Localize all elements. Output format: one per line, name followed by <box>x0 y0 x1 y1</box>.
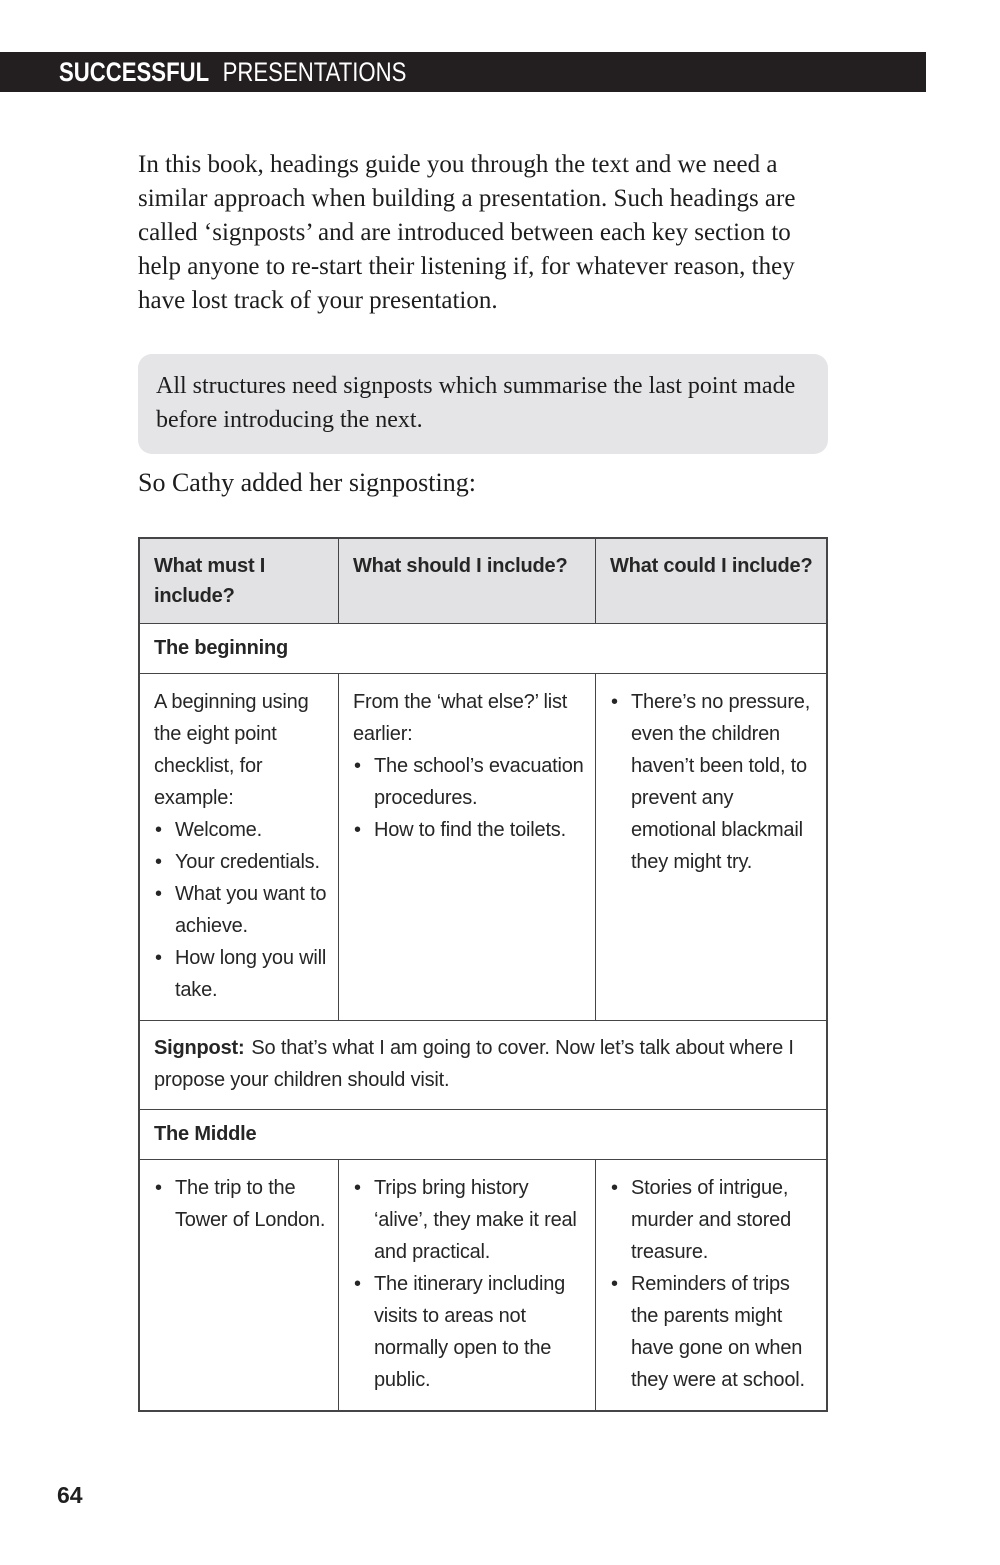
book-title-bold: SUCCESSFUL <box>59 57 210 87</box>
table-cell <box>596 674 826 1021</box>
bullet-icon: • <box>611 1177 618 1199</box>
cell-item-text: There’s no pressure, even the children haven’t been told, to prevent any emotional blackmail they might try. <box>631 691 811 873</box>
cell-item <box>353 1268 585 1396</box>
bullet-icon: • <box>611 691 618 713</box>
cell-item-text: What you want to achieve. <box>175 883 327 937</box>
book-title <box>0 52 406 92</box>
cell-item-text: Reminders of trips the parents might have gone on when they were at school. <box>631 1273 805 1391</box>
bullet-icon: • <box>354 819 361 841</box>
cell-item-text: Your credentials. <box>175 851 320 873</box>
cell-item <box>353 814 585 846</box>
callout-text: All structures need signposts which summarise the last point made before introducing the next. <box>156 373 796 433</box>
cell-item <box>154 686 328 814</box>
table-header-should-include: What should I include? <box>339 539 596 624</box>
chapter-header-bar <box>0 52 926 92</box>
table-cell <box>140 674 339 1021</box>
signposting-table <box>138 537 828 1412</box>
table-header-must-include: What must I include? <box>140 539 339 624</box>
cell-item-text: The itinerary including visits to areas not normally open to the public. <box>374 1273 566 1391</box>
bullet-icon: • <box>155 947 162 969</box>
cell-item <box>154 814 328 846</box>
bullet-icon: • <box>354 1273 361 1295</box>
table-header-could-include: What could I include? <box>596 539 826 624</box>
cell-item <box>353 750 585 814</box>
table-cell <box>140 1160 339 1410</box>
callout-box <box>138 354 828 454</box>
cell-item <box>353 686 585 750</box>
signpost-text: So that’s what I am going to cover. Now let’s talk about where I propose your children should visit. <box>154 1037 794 1091</box>
cell-item-text: Trips bring history ‘alive’, they make it real and practical. <box>374 1177 577 1263</box>
cell-item-text: How to find the toilets. <box>374 819 566 841</box>
section-label-beginning: The beginning <box>140 624 826 674</box>
cell-item-text: How long you will take. <box>175 947 327 1001</box>
bullet-icon: • <box>354 755 361 777</box>
cell-item <box>610 1172 816 1268</box>
cell-item <box>154 1172 328 1236</box>
bullet-icon: • <box>354 1177 361 1199</box>
table-cell <box>339 674 596 1021</box>
signpost-label: Signpost: <box>154 1037 245 1059</box>
cell-item <box>610 686 816 878</box>
book-title-light: PRESENTATIONS <box>222 57 407 87</box>
bullet-icon: • <box>611 1273 618 1295</box>
cell-item-text: Stories of intrigue, murder and stored treasure. <box>631 1177 792 1263</box>
table-cell <box>339 1160 596 1410</box>
signpost-row <box>140 1021 826 1110</box>
cell-item-text: Welcome. <box>175 819 262 841</box>
page-number: 64 <box>57 1482 83 1508</box>
bullet-icon: • <box>155 883 162 905</box>
cell-item <box>154 846 328 878</box>
bullet-icon: • <box>155 1177 162 1199</box>
cell-item-text: A beginning using the eight point checklist, for example: <box>154 691 309 809</box>
cell-item-text: The school’s evacuation procedures. <box>374 755 584 809</box>
lead-in-text: So Cathy added her signposting: <box>138 468 476 497</box>
cell-item-text: From the ‘what else?’ list earlier: <box>353 691 568 745</box>
bullet-icon: • <box>155 819 162 841</box>
table-cell <box>596 1160 826 1410</box>
bullet-icon: • <box>155 851 162 873</box>
cell-item <box>353 1172 585 1268</box>
cell-item <box>154 878 328 942</box>
intro-paragraph: In this book, headings guide you through the text and we need a similar approach when building a presentation. Such headings are called ‘signposts’ and are introduced between each key section to help anyone to re-start their listening if, for whatever reason, they have lost track of your presentation. <box>138 151 796 314</box>
cell-item <box>154 942 328 1006</box>
cell-item <box>610 1268 816 1396</box>
cell-item-text: The trip to the Tower of London. <box>175 1177 326 1231</box>
section-label-middle: The Middle <box>140 1110 826 1160</box>
